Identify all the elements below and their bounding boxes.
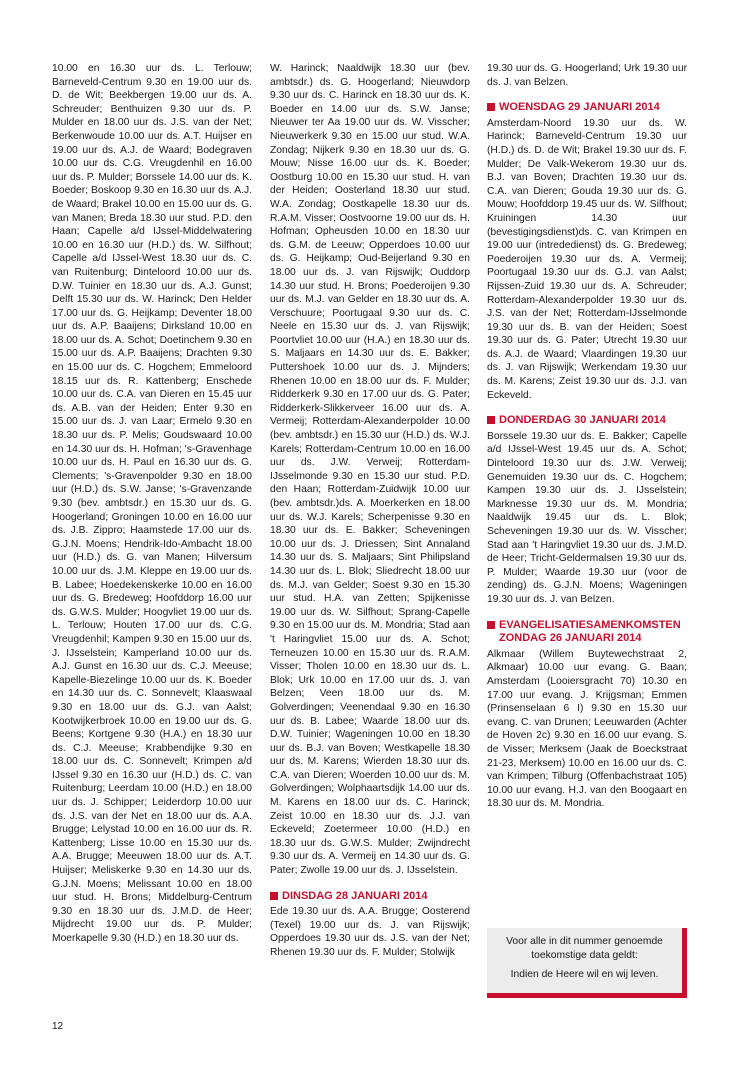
section-heading-dinsdag: DINSDAG 28 JANUARI 2014 — [270, 890, 470, 904]
column-right — [487, 62, 687, 810]
section-heading-donderdag: DONDERDAG 30 JANUARI 2014 — [487, 414, 687, 428]
services-list-part-3: 19.30 uur ds. G. Hoogerland; Urk 19.30 uur ds. J. van Belzen. — [487, 63, 687, 88]
services-list-part-1: 10.00 en 16.30 uur ds. L. Terlouw; Barneveld-Centrum 9.30 en 19.00 uur ds. D. de Wit; Beekbergen 19.00 uur ds. A. Schreuder; Benthuizen 9.30 uur ds. P. Mulder en 18.00 uur ds. J.S. van der Net; Berkenwoude 10.00 uur ds. A.T. Huijser en 19.00 uur ds. A.J. de Waard; Bodegraven 10.00 uur ds. C.G. Vreugdenhil en 16.00 uur ds. P. Mulder; Borssele 14.00 uur ds. K. Boeder; Boskoop 9.30 en 16.30 uur ds. A.J. de Waard; Brakel 10.00 en 15.00 uur ds. G. van Manen; Breda 18.30 uur stud. P.D. den Haan; Capelle a/d IJssel-Middelwatering 10.00 en 16.30 uur (H.D.) ds. W. Silfhout; Capelle a/d IJssel-West 18.30 uur ds. C. van Ruitenburg; Dinteloord 10.00 uur ds. D.W. Tuinier en 18.30 uur ds. A.J. Gunst; Delft 15.30 uur ds. W. Harinck; Den Helder 17.00 uur ds. G. Heijkamp; Deventer 18.00 uur ds. A.P. Baaijens; Dirksland 10.00 en 18.00 uur ds. A. Schot; Doetinchem 9.30 en 15.00 uur ds. A.P. Baaijens; Drachten 9.30 en 15.00 uur ds. C. Hogchem; Emmeloord 18.15 uur ds. R. Kattenberg; Enschede 10.00 uur ds. C.A. van Dieren en 15.45 uur ds. A.B. van der Heiden; Enter 9.30 en 15.00 uur ds. J. van Laar; Ermelo 9.30 en 18.30 uur ds. P. Melis; Goudswaard 10.00 en 14.30 uur ds. H. Hofman; 's-Gravenhage 10.00 uur ds. H. Paul en 16.30 uur ds. G. Clements; 's-Gravenpolder 9.30 en 18.00 uur (H.D.) ds. S.W. Janse; 's-Gravenzande 9.30 (bev. ambtsdr.) en 15.30 uur ds. G. Hoogerland; Groningen 10.00 en 16.00 uur ds. J.B. Zippro; Haamstede 17.00 uur ds. G.J.N. Moens; Hendrik-Ido-Ambacht 18.00 uur (H.D.) ds. G. van Manen; Hilversum 10.00 uur ds. J.M. Kleppe en 19.00 uur ds. B. Labee; Hoedekenskerke 10.00 en 16.00 uur ds. G. Bredeweg; Hoofddorp 16.00 uur ds. G.W.S. Mulder; Hoogvliet 19.00 uur ds. L. Terlouw; Houten 17.00 uur ds. C.G. Vreugdenhil; Kampen 9.30 en 15.00 uur ds. J. IJsselstein; Kamperland 10.00 uur ds. A.J. Gunst en 16.30 uur ds. C.J. Meeuse; Kapelle-Biezelinge 10.00 uur ds. K. Boeder en 14.30 uur ds. C. Sonnevelt; Klaaswaal 9.30 en 18.00 uur ds. G.J. van Aalst; Kootwijkerbroek 10.00 en 19.00 uur ds. G. Beens; Kortgene 9.30 (H.A.) en 18.30 uur ds. C.J. Meeuse; Krabbendijke 9.30 en 18.00 uur ds. C. Sonnevelt; Krimpen a/d IJssel 9.30 en 16.30 uur (H.D.) ds. C. van Ruitenburg; Leerdam 10.00 (H.D.) en 18.00 uur ds. J. Schipper; Leiderdorp 10.00 uur ds. J.S. van der Net en 18.00 uur ds. A.A. Brugge; Lelystad 10.00 en 16.00 uur ds. R. Kattenberg; Lisse 10.00 en 15.30 uur ds. A.A. Brugge; Meeuwen 18.00 uur ds. A.T. Huijser; Meliskerke 9.30 en 14.30 uur ds. G.J.N. Moens; Melissant 10.00 en 18.00 uur stud. H. Brons; Middelburg-Centrum 9.30 en 18.30 uur ds. J.M.D. de Heer; Mijdrecht 19.00 uur ds. P. Mulder; Moerkapelle 9.30 (H.D.) en 18.30 uur ds. — [52, 63, 252, 944]
notice-line-1: Voor alle in dit nummer genoemde toekomstige data geldt: — [506, 936, 663, 961]
column-left — [52, 62, 252, 1022]
section-text-donderdag: Borssele 19.30 uur ds. E. Bakker; Capelle a/d IJssel-West 19.45 uur ds. A. Schot; Dinteloord 19.30 uur ds. J.W. Verweij; Genemuiden 19.30 uur ds. C. Hogchem; Kampen 19.30 uur ds. J. IJsselstein; Marknesse 19.30 uur ds. M. Mondria; Naaldwijk 19.45 uur ds. L. Blok; Scheveningen 19.30 uur ds. W. Visscher; Stad aan 't Haringvliet 19.30 uur ds. J.M.D. de Heer; Tricht-Geldermalsen 19.30 uur ds. P. Mulder; Waarde 19.30 uur (voor de zending) ds. G.J.N. Moens; Wageningen 19.30 uur ds. J. van Belzen. — [487, 430, 687, 605]
column-middle — [270, 62, 470, 1022]
notice-box — [487, 928, 687, 998]
section-heading-woensdag: WOENSDAG 29 JANUARI 2014 — [487, 101, 687, 115]
section-text-evangelisatie: Alkmaar (Willem Buytewechstraat 2, Alkmaar) 10.00 uur evang. G. Baan; Amsterdam (Looiersgracht 70) 10.30 en 17.00 uur evang. J. Krijgsman; Emmen (Prinsenselaan 6 I) 9.30 en 15.30 uur evang. C. van Drunen; Leeuwarden (Achter de Hoven 2c) 9.30 en 16.00 uur evang. S. de Visser; Merksem (Jaak de Boeckstraat 21-23, Merksem) 10.00 en 16.00 uur ds. C. van Krimpen; Tilburg (Offenbachstraat 105) 10.00 uur evang. H.J. van den Boogaart en 18.30 uur ds. M. Mondria. — [487, 648, 687, 810]
services-list-part-2: W. Harinck; Naaldwijk 18.30 uur (bev. ambtsdr.) ds. G. Hoogerland; Nieuwdorp 9.30 uur ds. C. Harinck en 18.30 uur ds. K. Boeder en 14.00 uur ds. S.W. Janse; Nieuwer ter Aa 19.00 uur ds. W. Visscher; Nieuwerkerk 9.30 en 15.00 uur stud. W.A. Zondag; Nijkerk 9.30 en 18.30 uur ds. G. Mouw; Nisse 16.00 uur ds. K. Boeder; Oostburg 10.00 en 15.30 uur stud. H. van der Heiden; Oosterland 18.30 uur stud. W.A. Zondag; Oostkapelle 18.30 uur ds. R.A.M. Visser; Oostvoorne 19.00 uur ds. H. Hofman; Opheusden 10.00 en 18.30 uur ds. G.M. de Leeuw; Opperdoes 10.00 uur ds. G. Heijkamp; Oud-Beijerland 9.30 en 18.00 uur ds. J. van Rijswijk; Ouddorp 14.30 uur stud. H. Brons; Poederoijen 9.30 uur ds. M.J. van Gelder en 18.30 uur ds. A. Verschuure; Poortugaal 9.30 uur ds. C. Neele en 15.30 uur ds. J. van Rijswijk; Poortvliet 10.00 uur (H.A.) en 18.30 uur ds. S. Maljaars en 14.30 uur ds. E. Bakker; Puttershoek 10.00 uur ds. J. Mijnders; Rhenen 10.00 en 18.00 uur ds. F. Mulder; Ridderkerk 9.30 en 17.00 uur ds. G. Pater; Ridderkerk-Slikkerveer 16.00 uur ds. A. Vermeij; Rotterdam-Alexanderpolder 10.00 (bev. ambtsdr.) en 15.30 uur (H.D.) ds. W.J. Karels; Rotterdam-Centrum 10.00 en 16.00 uur ds. J.W. Verweij; Rotterdam-IJsselmonde 9.30 en 15.30 uur stud. P.D. den Haan; Rotterdam-Zuidwijk 10.00 uur (bev. ambtsdr.)ds. A. Moerkerken en 18.00 uur ds. W.J. Karels; Scherpenisse 9.30 en 18.30 uur ds. E. Bakker; Scheveningen 10.00 uur ds. J. Driessen; Sint Annaland 14.30 uur ds. S. Maljaars; Sint Philipsland 14.30 uur ds. L. Blok; Sliedrecht 18.00 uur ds. M.J. van Gelder; Soest 9.30 en 15.30 uur stud. H.A. van Zetten; Spijkenisse 19.00 uur ds. W. Silfhout; Sprang-Capelle 9.30 en 15.00 uur ds. M. Mondria; Stad aan 't Haringvliet 15.00 uur ds. A. Schot; Terneuzen 10.00 en 15.30 uur ds. R.A.M. Visser; Tholen 10.00 en 18.30 uur ds. L. Blok; Urk 10.00 en 17.00 uur ds. J. van Belzen; Veen 18.00 uur ds. M. Golverdingen; Veenendaal 9.30 en 16.30 uur ds. B. Labee; Waarde 18.00 uur ds. D.W. Tuinier; Wageningen 10.00 en 18.30 uur ds. B.J. van Boven; Westkapelle 18.30 uur ds. M. Karens; Wierden 18.30 uur ds. C.A. van Dieren; Woerden 10.00 uur ds. M. Golverdingen; Wolphaartsdijk 14.00 uur ds. M. Karens en 18.00 uur ds. C. Harinck; Zeist 10.00 en 18.30 uur ds. J.J. van Eckeveld; Zoetermeer 10.00 (H.D.) en 18.30 uur ds. G.W.S. Mulder; Zwijndrecht 9.30 uur ds. A. Vermeij en 14.30 uur ds. G. Pater; Zwolle 19.00 uur ds. J. IJsselstein. — [270, 63, 470, 877]
section-heading-evangelisatie: EVANGELISATIESAMENKOMSTEN ZONDAG 26 JANUARI 2014 — [487, 619, 687, 646]
notice-line-2: Indien de Heere wil en wij leven. — [510, 969, 659, 981]
page-number: 12 — [52, 1021, 64, 1032]
section-text-dinsdag: Ede 19.30 uur ds. A.A. Brugge; Oosterend (Texel) 19.00 uur ds. J. van Rijswijk; Opperdoes 19.30 uur ds. J.S. van der Net; Rhenen 19.30 uur ds. F. Mulder; Stolwijk — [270, 906, 470, 958]
section-text-woensdag: Amsterdam-Noord 19.30 uur ds. W. Harinck; Barneveld-Centrum 19.30 uur (H.D.) ds. D. de Wit; Brakel 19.30 uur ds. F. Mulder; De Valk-Wekerom 19.30 uur ds. B.J. van Boven; Drachten 19.30 uur ds. C.A. van Dieren; Gouda 19.30 uur ds. G. Mouw; Hoofddorp 19.45 uur ds. W. Silfhout; Kruiningen 14.30 uur (bevestigingsdienst)ds. C. van Krimpen en 19.00 uur (intrededienst) ds. G. Bredeweg; Poederoijen 19.30 uur ds. A. Vermeij; Poortugaal 19.30 uur ds. G.J. van Aalst; Rijssen-Zuid 19.30 uur ds. A. Schreuder; Rotterdam-Alexanderpolder 19.30 uur ds. J.S. van der Net; Rotterdam-IJsselmonde 19.30 uur ds. B. van der Heiden; Soest 19.30 uur ds. G. Pater; Utrecht 19.30 uur ds. A.J. de Waard; Vlaardingen 19.30 uur ds. J. van Rijswijk; Werkendam 19.30 uur ds. M. Karens; Zeist 19.30 uur ds. J.J. van Eckeveld. — [487, 117, 687, 401]
